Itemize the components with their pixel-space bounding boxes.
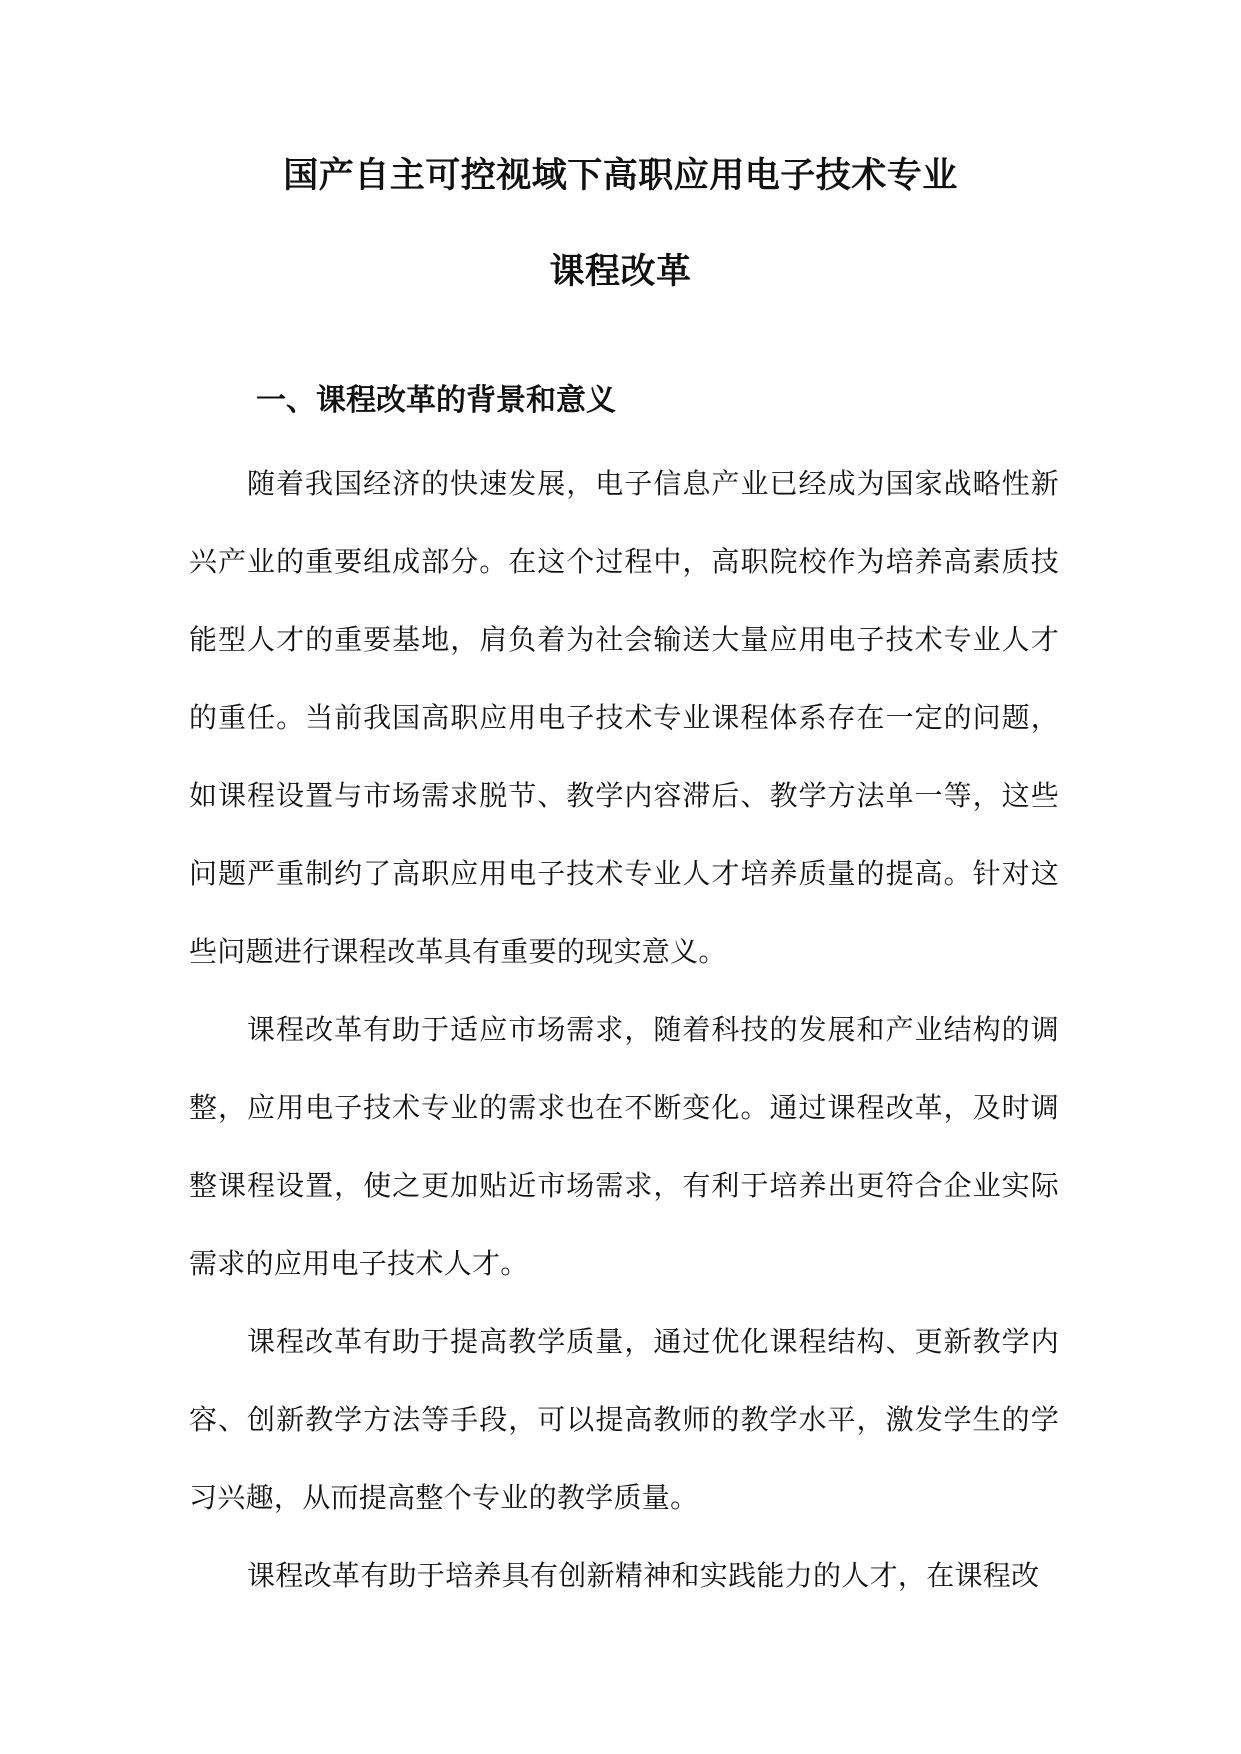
document-title-line-2: 课程改革 <box>549 252 692 292</box>
paragraph-teaching-quality <box>189 1303 1059 1537</box>
paragraph-text: 随着我国经济的快速发展，电子信息产业已经成为国家战略性新兴产业的重要组成部分。在这个过程中，高职院校作为培养高素质技能型人才的重要基地，肩负着为社会输送大量应用电子技术专业人才的重任。当前我国高职应用电子技术专业课程体系存在一定的问题，如课程设置与市场需求脱节、教学内容滞后、教学方法单一等，这些问题严重制约了高职应用电子技术专业人才培养质量的提高。针对这些问题进行课程改革具有重要的现实意义。 <box>189 467 1059 968</box>
paragraph-innovation <box>189 1537 1059 1615</box>
paragraph-market-demand <box>189 991 1059 1303</box>
paragraph-background <box>189 445 1059 991</box>
document-title-line-1: 国产自主可控视域下高职应用电子技术专业 <box>283 156 958 196</box>
paragraph-text: 课程改革有助于适应市场需求，随着科技的发展和产业结构的调整，应用电子技术专业的需求也在不断变化。通过课程改革，及时调整课程设置，使之更加贴近市场需求，有利于培养出更符合企业实际需求的应用电子技术人才。 <box>189 1013 1059 1280</box>
section-heading: 一、课程改革的背景和意义 <box>256 383 616 418</box>
paragraph-text: 课程改革有助于提高教学质量，通过优化课程结构、更新教学内容、创新教学方法等手段，可以提高教师的教学水平，激发学生的学习兴趣，从而提高整个专业的教学质量。 <box>189 1325 1059 1514</box>
paragraph-text: 课程改革有助于培养具有创新精神和实践能力的人才，在课程改 <box>247 1559 1040 1592</box>
